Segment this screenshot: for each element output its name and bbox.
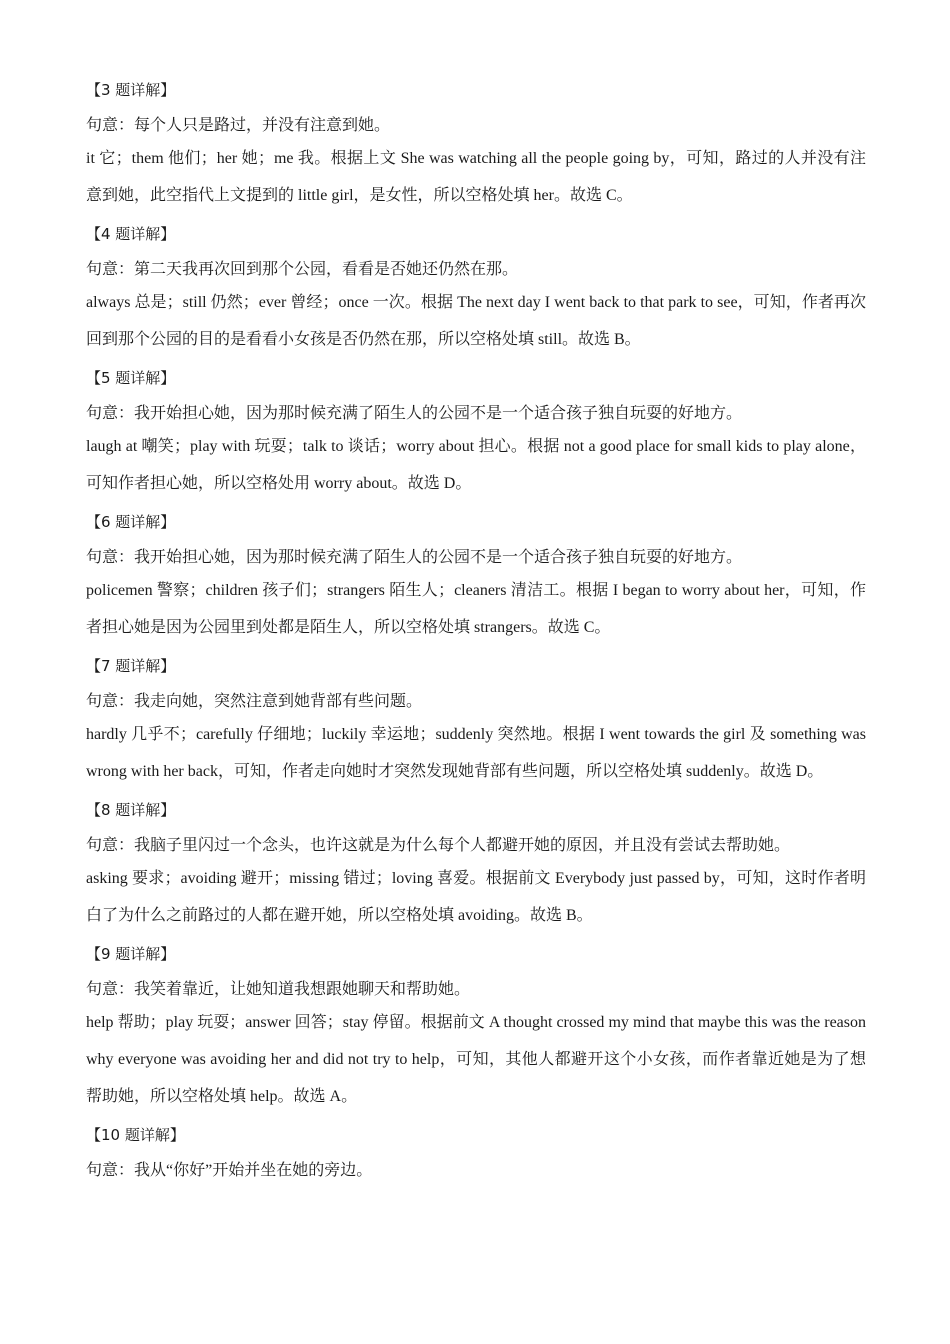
section-heading: 【3 题详解】 (86, 81, 176, 99)
answer-analysis: hardly 几乎不；carefully 仔细地；luckily 幸运地；suddenly 突然地。根据 I went towards the girl 及 something was wrong with her back，可知，作者走向她时才突然发现她背部有些问题，所以空格处填 suddenly。故选 D。 (86, 726, 866, 780)
sentence-meaning: 句意：我走向她，突然注意到她背部有些问题。 (86, 693, 423, 710)
sentence-meaning: 句意：每个人只是路过，并没有注意到她。 (86, 117, 391, 134)
section-heading: 【9 题详解】 (86, 945, 176, 963)
sentence-meaning: 句意：我从“你好”开始并坐在她的旁边。 (86, 1162, 373, 1179)
explanation-10 (86, 1117, 866, 1187)
sentence-meaning: 句意：我开始担心她，因为那时候充满了陌生人的公园不是一个适合孩子独自玩耍的好地方。 (86, 549, 743, 566)
section-heading: 【7 题详解】 (86, 657, 176, 675)
sentence-meaning: 句意：我笑着靠近，让她知道我想跟她聊天和帮助她。 (86, 981, 471, 998)
sentence-meaning: 句意：我开始担心她，因为那时候充满了陌生人的公园不是一个适合孩子独自玩耍的好地方。 (86, 405, 743, 422)
answer-analysis: laugh at 嘲笑；play with 玩耍；talk to 谈话；worry about 担心。根据 not a good place for small kids to play alone，可知作者担心她，所以空格处用 worry about。故选 D。 (86, 438, 866, 492)
answer-analysis: help 帮助；play 玩耍；answer 回答；stay 停留。根据前文 A thought crossed my mind that maybe this was the reason why everyone was avoiding her and did not try to help，可知，其他人都避开这个小女孩，而作者靠近她是为了想帮助她，所以空格处填 help。故选 A。 (86, 1014, 866, 1105)
explanation-7 (86, 648, 866, 790)
sentence-meaning: 句意：第二天我再次回到那个公园，看看是否她还仍然在那。 (86, 261, 519, 278)
explanation-4 (86, 216, 866, 358)
explanation-8 (86, 792, 866, 934)
document-page (86, 72, 866, 1187)
section-heading: 【4 题详解】 (86, 225, 176, 243)
section-heading: 【10 题详解】 (86, 1126, 185, 1144)
explanation-5 (86, 360, 866, 502)
explanation-3 (86, 72, 866, 214)
sentence-meaning: 句意：我脑子里闪过一个念头，也许这就是为什么每个人都避开她的原因，并且没有尝试去帮助她。 (86, 837, 791, 854)
section-heading: 【5 题详解】 (86, 369, 176, 387)
explanation-6 (86, 504, 866, 646)
answer-analysis: asking 要求；avoiding 避开；missing 错过；loving 喜爱。根据前文 Everybody just passed by，可知，这时作者明白了为什么之前路过的人都在避开她，所以空格处填 avoiding。故选 B。 (86, 870, 866, 924)
explanation-9 (86, 936, 866, 1115)
answer-analysis: always 总是；still 仍然；ever 曾经；once 一次。根据 The next day I went back to that park to see，可知，作者再次回到那个公园的目的是看看小女孩是否仍然在那，所以空格处填 still。故选 B。 (86, 294, 866, 348)
answer-analysis: policemen 警察；children 孩子们；strangers 陌生人；cleaners 清洁工。根据 I began to worry about her，可知，作者担心她是因为公园里到处都是陌生人，所以空格处填 strangers。故选 C。 (86, 582, 866, 636)
section-heading: 【6 题详解】 (86, 513, 176, 531)
section-heading: 【8 题详解】 (86, 801, 176, 819)
answer-analysis: it 它；them 他们；her 她；me 我。根据上文 She was watching all the people going by，可知，路过的人并没有注意到她，此空指代上文提到的 little girl，是女性，所以空格处填 her。故选 C。 (86, 150, 866, 204)
